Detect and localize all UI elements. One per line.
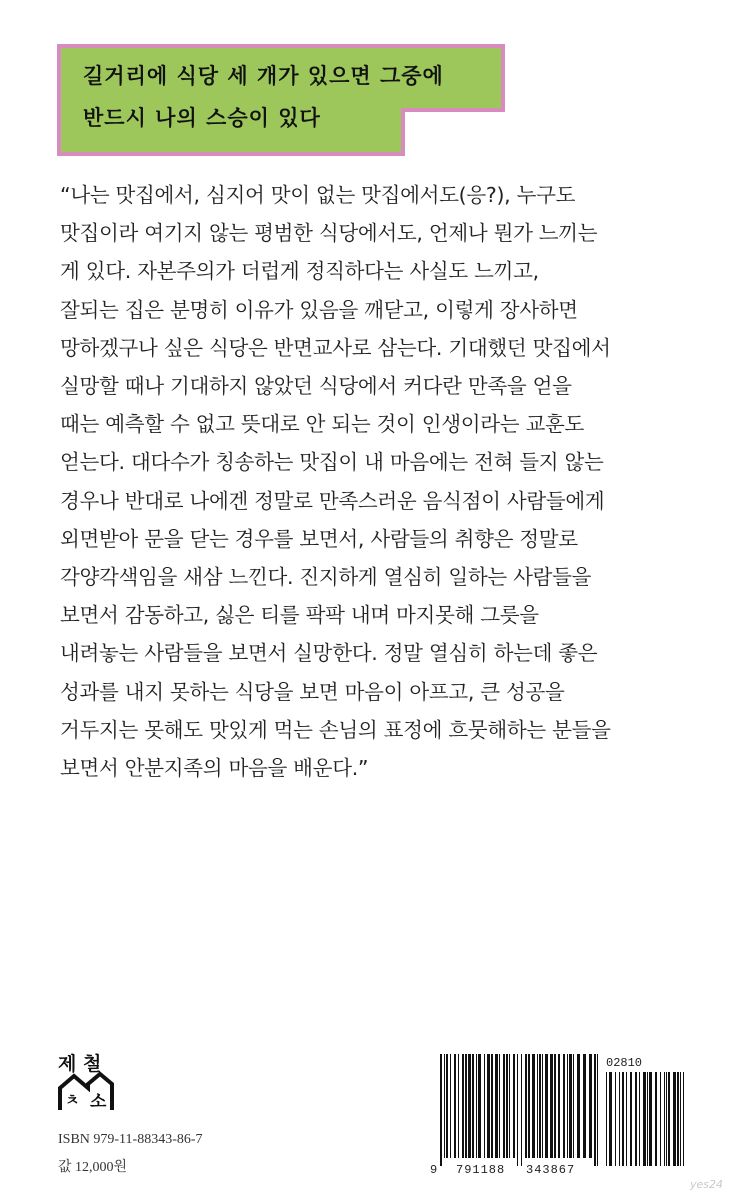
barcode-addon-bar	[668, 1072, 670, 1166]
barcode-bars	[426, 1054, 689, 1166]
barcode-addon-bar	[660, 1072, 661, 1166]
barcode-addon-bar	[655, 1072, 657, 1166]
quote-line: 실망할 때나 기대하지 않았던 식당에서 커다란 만족을 얻을	[60, 374, 572, 399]
barcode-bar	[509, 1054, 510, 1158]
barcode-bar	[472, 1054, 474, 1158]
barcode-bar	[583, 1054, 586, 1158]
barcode-addon-bar	[622, 1072, 624, 1166]
barcode-addon-bar	[643, 1072, 646, 1166]
barcode-bar	[484, 1054, 485, 1158]
quote-line: 망하겠구나 싶은 식당은 반면교사로 삼는다. 기대했던 맛집에서	[60, 335, 611, 360]
barcode-addon-bar	[630, 1072, 632, 1166]
barcode-bar	[537, 1054, 538, 1158]
quote-line: 거두지는 못해도 맛있게 먹는 손님의 표정에 흐뭇해하는 분들을	[60, 717, 611, 742]
quote-line: 보면서 안분지족의 마음을 배운다.”	[60, 756, 369, 781]
barcode-addon-bar	[673, 1072, 676, 1166]
barcode-right-digits: 343867	[526, 1163, 576, 1177]
barcode-bar	[577, 1054, 580, 1158]
barcode-bar	[478, 1054, 481, 1158]
barcode-addon-bar	[619, 1072, 620, 1166]
barcode-bar	[487, 1054, 490, 1158]
barcode-bar	[440, 1054, 442, 1166]
quote-line: 얻는다. 대다수가 칭송하는 맛집이 내 마음에는 전혀 들지 않는	[60, 450, 604, 475]
barcode-addon-bar	[664, 1072, 665, 1166]
barcode-bar	[542, 1054, 543, 1158]
quote-text	[60, 176, 680, 787]
barcode-bar	[465, 1054, 467, 1158]
barcode-bar	[491, 1054, 493, 1158]
barcode-bar	[454, 1054, 456, 1158]
barcode-bar	[503, 1054, 505, 1158]
logo-text-bottom: 소	[90, 1092, 107, 1112]
barcode-addon-bar	[677, 1072, 679, 1166]
barcode-bar	[517, 1054, 518, 1166]
barcode-addon-bar	[609, 1072, 612, 1166]
barcode-bar	[468, 1054, 471, 1158]
barcode-bar	[528, 1054, 530, 1158]
barcode-addon-bar	[606, 1072, 607, 1166]
watermark: yes24	[690, 1178, 724, 1191]
quote-line: “나는 맛집에서, 심지어 맛이 없는 맛집에서도(응?), 누구도	[60, 183, 576, 207]
barcode-bar	[589, 1054, 592, 1158]
barcode-bar	[569, 1054, 572, 1158]
barcode-bar	[525, 1054, 527, 1158]
barcode-addon-bar	[666, 1072, 667, 1166]
publisher-logo	[56, 1050, 116, 1112]
quote-line: 각양각색임을 새삼 느낀다. 진지하게 열심히 일하는 사람들을	[60, 565, 592, 590]
title-line-2: 반드시 나의 스승이 있다	[83, 106, 321, 130]
barcode-bar	[499, 1054, 500, 1158]
barcode-bar	[558, 1054, 560, 1158]
barcode-bar	[539, 1054, 541, 1158]
barcode-first-digit: 9	[430, 1163, 438, 1177]
price-text: 값 12,000원	[58, 1160, 128, 1175]
barcode-bar	[476, 1054, 477, 1158]
title-banner	[57, 44, 507, 156]
barcode-bar	[597, 1054, 598, 1166]
barcode-bar	[567, 1054, 568, 1158]
barcode-bar	[594, 1054, 596, 1166]
barcode-bar	[554, 1054, 556, 1158]
isbn-text: ISBN 979-11-88343-86-7	[58, 1132, 203, 1147]
svg-text:ㅊ: ㅊ	[65, 1091, 80, 1109]
barcode-bar	[545, 1054, 548, 1158]
barcode-bar	[506, 1054, 508, 1158]
title-line-1: 길거리에 식당 세 개가 있으면 그중에	[83, 64, 444, 88]
barcode-addon-bar	[615, 1072, 616, 1166]
barcode-addon-bar	[626, 1072, 627, 1166]
barcode-bar	[450, 1054, 451, 1158]
barcode-bar	[513, 1054, 515, 1158]
barcode-bar	[444, 1054, 445, 1158]
quote-line: 외면받아 문을 닫는 경우를 보면서, 사람들의 취향은 정말로	[60, 526, 578, 551]
barcode-addon-bar	[635, 1072, 637, 1166]
barcode-addon-number: 02810	[606, 1056, 643, 1070]
logo-text-top: 제 철	[58, 1053, 102, 1075]
house-logo-icon	[56, 1050, 116, 1112]
barcode-addon-bar	[683, 1072, 684, 1166]
quote-line: 경우나 반대로 나에겐 정말로 만족스러운 음식점이 사람들에게	[60, 488, 605, 513]
barcode-left-digits: 791188	[456, 1163, 506, 1177]
barcode-addon-bar	[649, 1072, 652, 1166]
barcode-bar	[521, 1054, 522, 1166]
barcode-bar	[573, 1054, 574, 1158]
barcode-bar	[462, 1054, 464, 1158]
barcode-addon-bar	[647, 1072, 648, 1166]
barcode-addon-bar	[639, 1072, 640, 1166]
barcode-bar	[532, 1054, 535, 1158]
quote-line: 잘되는 집은 분명히 이유가 있음을 깨닫고, 이렇게 장사하면	[60, 297, 578, 322]
quote-line: 보면서 감동하고, 싫은 티를 팍팍 내며 마지못해 그릇을	[60, 603, 539, 628]
quote-line: 성과를 내지 못하는 식당을 보면 마음이 아프고, 큰 성공을	[60, 679, 565, 704]
barcode-bar	[550, 1054, 553, 1158]
barcode-bar	[495, 1054, 498, 1158]
barcode-addon-bar	[680, 1072, 681, 1166]
barcode-bar	[446, 1054, 448, 1158]
quote-line: 맛집이라 여기지 않는 평범한 식당에서도, 언제나 뭔가 느끼는	[60, 221, 598, 246]
quote-line: 때는 예측할 수 없고 뜻대로 안 되는 것이 인생이라는 교훈도	[60, 412, 585, 437]
quote-line: 내려놓는 사람들을 보면서 실망한다. 정말 열심히 하는데 좋은	[60, 641, 598, 666]
quote-line: 게 있다. 자본주의가 더럽게 정직하다는 사실도 느끼고,	[60, 259, 539, 284]
barcode-bar	[458, 1054, 459, 1158]
barcode-bar	[563, 1054, 565, 1158]
